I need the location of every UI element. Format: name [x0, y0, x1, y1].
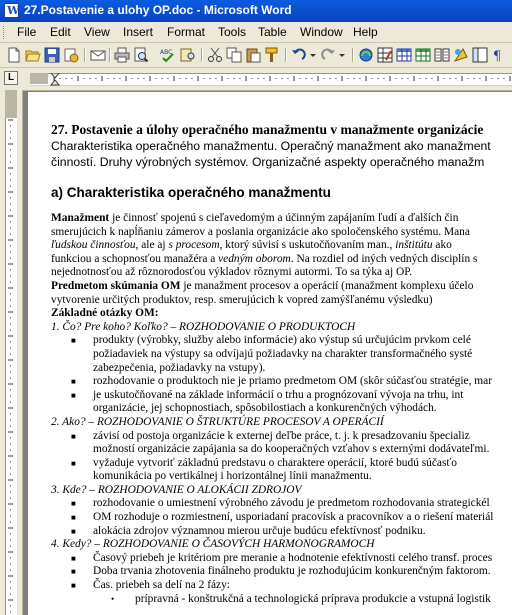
bullet-item: ■ rozhodovanie o umiestnení výrobného závodu je predmetom rozhodovania strategickél — [71, 497, 490, 510]
menu-edit[interactable]: Edit — [50, 25, 71, 39]
new-document-icon[interactable] — [6, 47, 22, 63]
bullet-item: ■ závisí od postoja organizácie k externej deľbe práce, t. j. k presadzovaniu špecializ — [71, 429, 470, 442]
title-bar — [0, 0, 512, 22]
show-hide-icon[interactable] — [491, 47, 507, 63]
hyperlink-icon[interactable] — [358, 47, 374, 63]
save-icon[interactable] — [44, 47, 60, 63]
bullet-item: ■ Doba trvania zhotovenia finálneho produktu je rozhodujúcim konkurenčným faktorom. — [71, 565, 491, 578]
svg-text:¶: ¶ — [493, 49, 502, 63]
bullet-icon: ■ — [71, 431, 76, 441]
bullet-continuation: komunikácia po vertikálnej i horizontálnej línii manažmentu. — [93, 470, 372, 483]
document-map-icon[interactable] — [472, 47, 488, 63]
toolbar-separator — [201, 48, 203, 62]
bullet-continuation: možností organizácie zapájania sa do kooperačných vzťahov s externými dodávateľmi. — [93, 443, 490, 456]
standard-toolbar — [0, 43, 512, 68]
cut-icon[interactable] — [207, 47, 223, 63]
word-app-icon[interactable]: W — [4, 3, 19, 18]
bullet-item: ■ je uskutočňované na základe informácií o trhu a prognózovaní vývoja na trhu, int — [71, 388, 464, 401]
menu-view[interactable]: View — [84, 25, 110, 39]
print-icon[interactable] — [114, 47, 130, 63]
bullet-icon: ■ — [71, 553, 76, 563]
bullet-item: ■ vyžaduje vytvoriť základnú predstavu o charaktere operácií, ktoré budú súčasťo — [71, 456, 457, 469]
intro-line: činností. Druhy výrobných systémov. Organizačné aspekty operačného manažm — [51, 155, 485, 169]
intro-line: Charakteristika operačného manažmentu. Operačný manažment ako manažment — [51, 139, 491, 153]
menu-file[interactable]: File — [17, 25, 37, 39]
bullet-icon: ■ — [71, 377, 76, 387]
undo-icon[interactable] — [291, 47, 317, 63]
paste-icon[interactable] — [245, 47, 261, 63]
bullet-icon: ■ — [71, 499, 76, 509]
tab-selector[interactable]: L — [4, 71, 18, 85]
bullet-continuation: organizácie, jej schopnostiach, spôsobilostiach a konkurenčných výhodách. — [93, 402, 437, 415]
toolbar-separator — [352, 48, 354, 62]
question-heading: 1. Čo? Pre koho? Koľko? – ROZHODOVANIE O PRODUKTOCH — [51, 320, 356, 333]
bullet-continuation: zabezpečenia, požiadavky na vstupy). — [93, 361, 266, 374]
vertical-ruler-ticks — [5, 90, 17, 615]
bullet-icon: ■ — [71, 567, 76, 577]
bullet-icon: ■ — [71, 581, 76, 591]
question-heading: 4. Kedy? – ROZHODOVANIE O ČASOVÝCH HARMONOGRAMOCH — [51, 538, 375, 551]
menu-help[interactable]: Help — [353, 25, 378, 39]
research-icon[interactable] — [180, 47, 196, 63]
permission-icon[interactable] — [63, 47, 79, 63]
tables-borders-icon[interactable] — [377, 47, 393, 63]
paragraph-line: smerujúcich k napĺňaniu zámerov a poslania organizácie ako spoločenského systému. Mana — [51, 225, 470, 238]
bullet-icon: ■ — [71, 390, 76, 400]
ruler-ticks — [30, 73, 512, 86]
paragraph-line: nejednotnosťou až rôznorodosťou výkladov rôznymi autormi. To sa týka aj OP. — [51, 266, 413, 279]
menu-grip[interactable] — [3, 26, 7, 39]
toolbar-separator — [285, 48, 287, 62]
bullet-item: ■ Čas. priebeh sa delí na 2 fázy: — [71, 579, 230, 592]
menu-format[interactable]: Format — [167, 25, 206, 39]
bullet-item: ■ rozhodovanie o produktoch nie je priamo predmetom OM (skôr súčasťou stratégie, mar — [71, 375, 493, 388]
bullet-icon: ■ — [71, 526, 76, 536]
horizontal-ruler[interactable] — [0, 68, 512, 91]
bullet-icon: ■ — [71, 513, 76, 523]
spelling-icon[interactable] — [160, 47, 176, 63]
sub-bullet-item: • prípravná - konštrukčná a technologická príprava produkcie a vstupná logistik — [111, 592, 491, 605]
bullet-item: ■ produkty (výrobky, služby alebo informácie) ako výstup sú určujúcim prvkom celé — [71, 334, 471, 347]
toolbar-separator — [109, 48, 111, 62]
bullet-item: ■ OM rozhoduje o rozmiestnení, usporiadaní pracovísk a pracovníkov a o riešení materiál — [71, 511, 494, 524]
toolbar-separator — [84, 48, 86, 62]
subheading: Základné otázky OM: — [51, 307, 159, 320]
document-heading: 27. Postavenie a úlohy operačného manažmentu v manažmente organizácie — [51, 122, 484, 137]
columns-icon[interactable] — [434, 47, 450, 63]
paragraph-line: funkciou a schopnosťou manažéra a vedným oborom. Na rozdiel od iných vedných disciplín s — [51, 252, 478, 265]
bullet-continuation: požiadaviek na výstupy sa odvíjajú požiadavky na charakter transformačného systé — [93, 347, 473, 360]
paragraph-line: ľudskou činnosťou, ale aj s procesom, ktorý súvisí s uskutočňovaním man., inštitútu ako — [51, 239, 452, 252]
window-title: 27.Postavenie a ulohy OP.doc - Microsoft Word — [24, 3, 292, 17]
paragraph-line: Predmetom skúmania OM je manažment procesov a operácií (manažment komplexu účelo — [51, 279, 474, 292]
hanging-indent-marker — [51, 80, 59, 85]
menu-tools[interactable]: Tools — [218, 25, 247, 39]
menu-bar — [0, 22, 512, 43]
document-page[interactable] — [28, 92, 512, 615]
drawing-icon[interactable] — [453, 47, 469, 63]
question-heading: 2. Ako? – ROZHODOVANIE O ŠTRUKTÚRE PROCESOV A OPERÁCIÍ — [51, 415, 384, 428]
insert-table-icon[interactable] — [396, 47, 412, 63]
bullet-item: ■ Časový priebeh je kritériom pre meranie a hodnotenie efektívnosti celého transf. proces — [71, 551, 493, 564]
sub-bullet-icon: • — [111, 593, 115, 604]
redo-icon[interactable] — [320, 47, 346, 63]
format-painter-icon[interactable] — [264, 47, 280, 63]
bullet-icon: ■ — [71, 458, 76, 468]
menu-insert[interactable]: Insert — [123, 25, 154, 39]
paragraph-line: vytvorenie určitých produktov, resp. smerujúcich k vopred zamýšľanému výsledku) — [51, 293, 433, 306]
print-preview-icon[interactable] — [133, 47, 149, 63]
menu-window[interactable]: Window — [300, 25, 343, 39]
copy-icon[interactable] — [226, 47, 242, 63]
question-heading: 3. Kde? – ROZHODOVANIE O ALOKÁCII ZDROJOV — [51, 483, 302, 496]
menu-table[interactable]: Table — [258, 25, 287, 39]
bullet-icon: ■ — [71, 336, 76, 346]
insert-excel-icon[interactable] — [415, 47, 431, 63]
svg-text:ABC: ABC — [160, 49, 173, 56]
bullet-item: ■ alokácia zdrojov významnou mierou určuje budúcu efektívnosť podniku. — [71, 524, 426, 537]
section-heading: a) Charakteristika operačného manažmentu — [51, 185, 331, 200]
document-body[interactable] — [51, 122, 512, 606]
first-line-indent-marker — [51, 73, 59, 78]
vertical-ruler[interactable] — [0, 90, 23, 615]
email-icon[interactable] — [90, 47, 106, 63]
paragraph-line: Manažment je činnosť spojenú s cieľavedomým a účinným zapájaním ľudí a ďalších čin — [51, 212, 459, 224]
open-folder-icon[interactable] — [25, 47, 41, 63]
